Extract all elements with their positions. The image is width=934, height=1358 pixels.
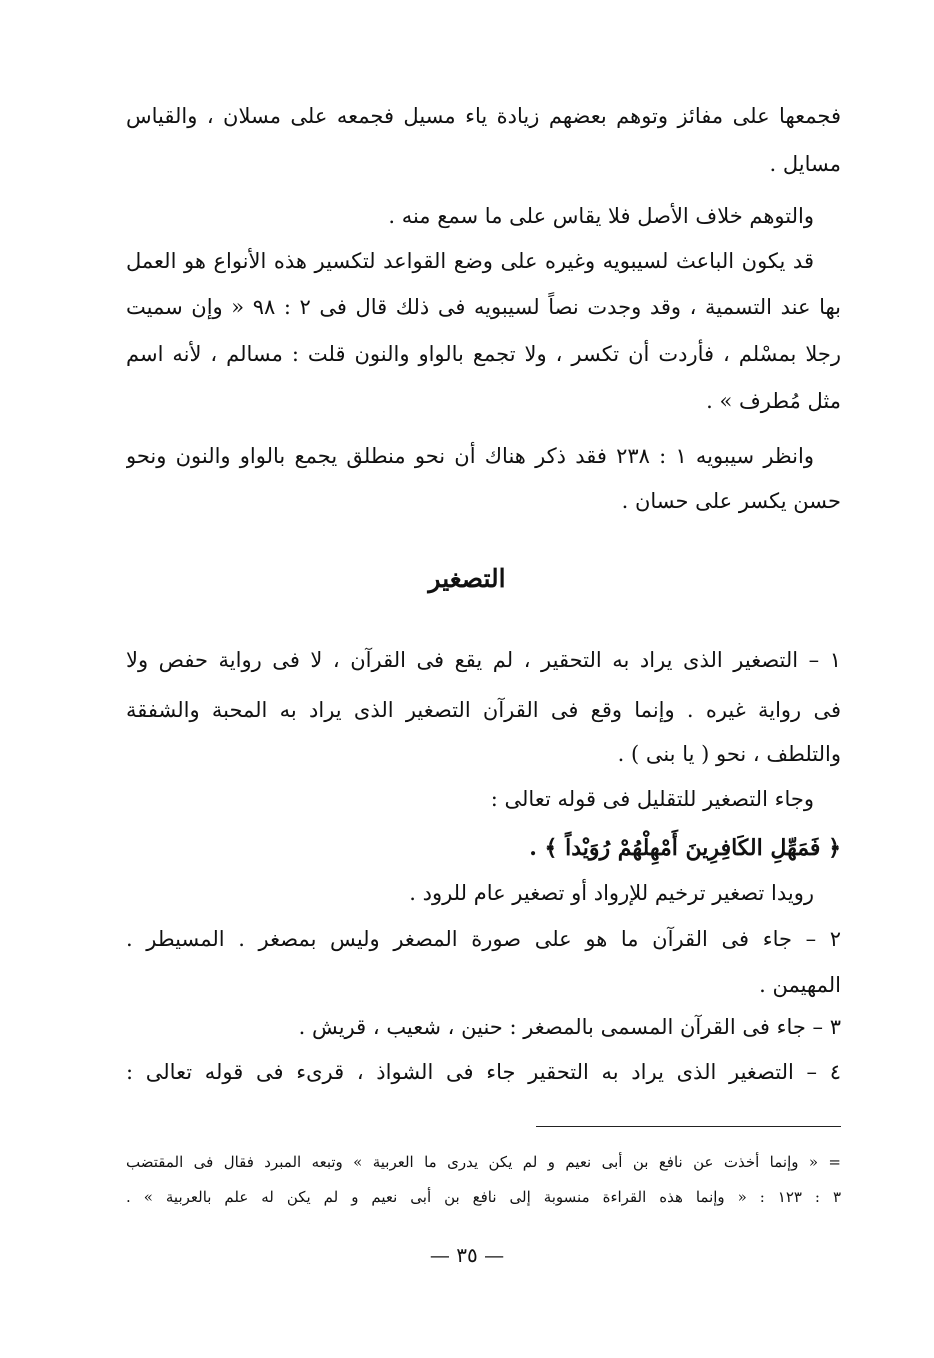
section-line-10: ٤ – التصغير الذى يراد به التحقير جاء فى الشواذ ، قرىء فى قوله تعالى :: [126, 1060, 841, 1084]
section-line-8: المهيمن .: [759, 973, 841, 997]
section-title: التصغير: [428, 564, 506, 593]
page-number: — ٣٥ —: [429, 1243, 505, 1267]
section-line-9: ٣ – جاء فى القرآن المسمى بالمصغر : حنين ، شعيب ، قريش .: [298, 1015, 841, 1039]
section-line-1: ١ – التصغير الذى يراد به التحقير ، لم يقع فى القرآن ، لا فى رواية حفص ولا: [126, 648, 841, 672]
section-line-2: فى رواية غيره . وإنما وقع فى القرآن التصغير الذى يراد به المحبة والشفقة: [126, 698, 841, 722]
footnote-line-2: ٣ : ١٢٣ : « وإنما هذه القراءة منسوبة إلى نافع بن أبى نعيم و لم يكن له علم بالعربية » .: [126, 1188, 841, 1206]
body-line-6: رجلا بمسْلم ، فأردت أن تكسر ، ولا تجمع بالواو والنون قلت : مسالم ، لأنه اسم: [126, 342, 841, 366]
quran-verse: ﴿ فَمَهِّلِ الكَافِرِينَ أَمْهِلْهُمْ رُوَيْداً ﴾ .: [529, 835, 841, 861]
footnote-separator: [536, 1126, 841, 1127]
body-line-7: مثل مُطرف » .: [706, 389, 841, 413]
body-line-1: فجمعها على مفائز وتوهم بعضهم زيادة ياء مسيل فجمعه على مسلان ، والقياس: [126, 104, 841, 128]
body-line-4: قد يكون الباعث لسيبويه وغيره على وضع القواعد لتكسير هذه الأنواع هو العمل: [126, 249, 814, 273]
body-line-8: وانظر سيبويه ١ : ٢٣٨ فقد ذكر هناك أن نحو منطلق يجمع بالواو والنون ونحو: [126, 444, 814, 468]
section-line-6: رويدا تصغير ترخيم للإرواد أو تصغير عام للرود .: [409, 881, 814, 905]
section-line-3: والتلطف ، نحو ( يا بنى ) .: [617, 742, 841, 766]
body-line-9: حسن يكسر على حسان .: [621, 489, 841, 513]
section-line-4: وجاء التصغير للتقليل فى قوله تعالى :: [490, 787, 814, 811]
body-line-5: بها عند التسمية ، وقد وجدت نصاً لسيبويه فى ذلك قال فى ٢ : ٩٨ « وإن سميت: [126, 295, 841, 319]
body-line-3: والتوهم خلاف الأصل فلا يقاس على ما سمع منه .: [388, 204, 814, 228]
body-line-2: مسايل .: [769, 152, 841, 176]
section-line-7: ٢ – جاء فى القرآن ما هو على صورة المصغر وليس بمصغر . المسيطر .: [126, 927, 841, 951]
footnote-line-1: = « وإنما أخذت عن نافع بن أبى نعيم و لم يكن يدرى ما العربية » وتبعه المبرد فقال فى المقتضب: [126, 1153, 841, 1171]
